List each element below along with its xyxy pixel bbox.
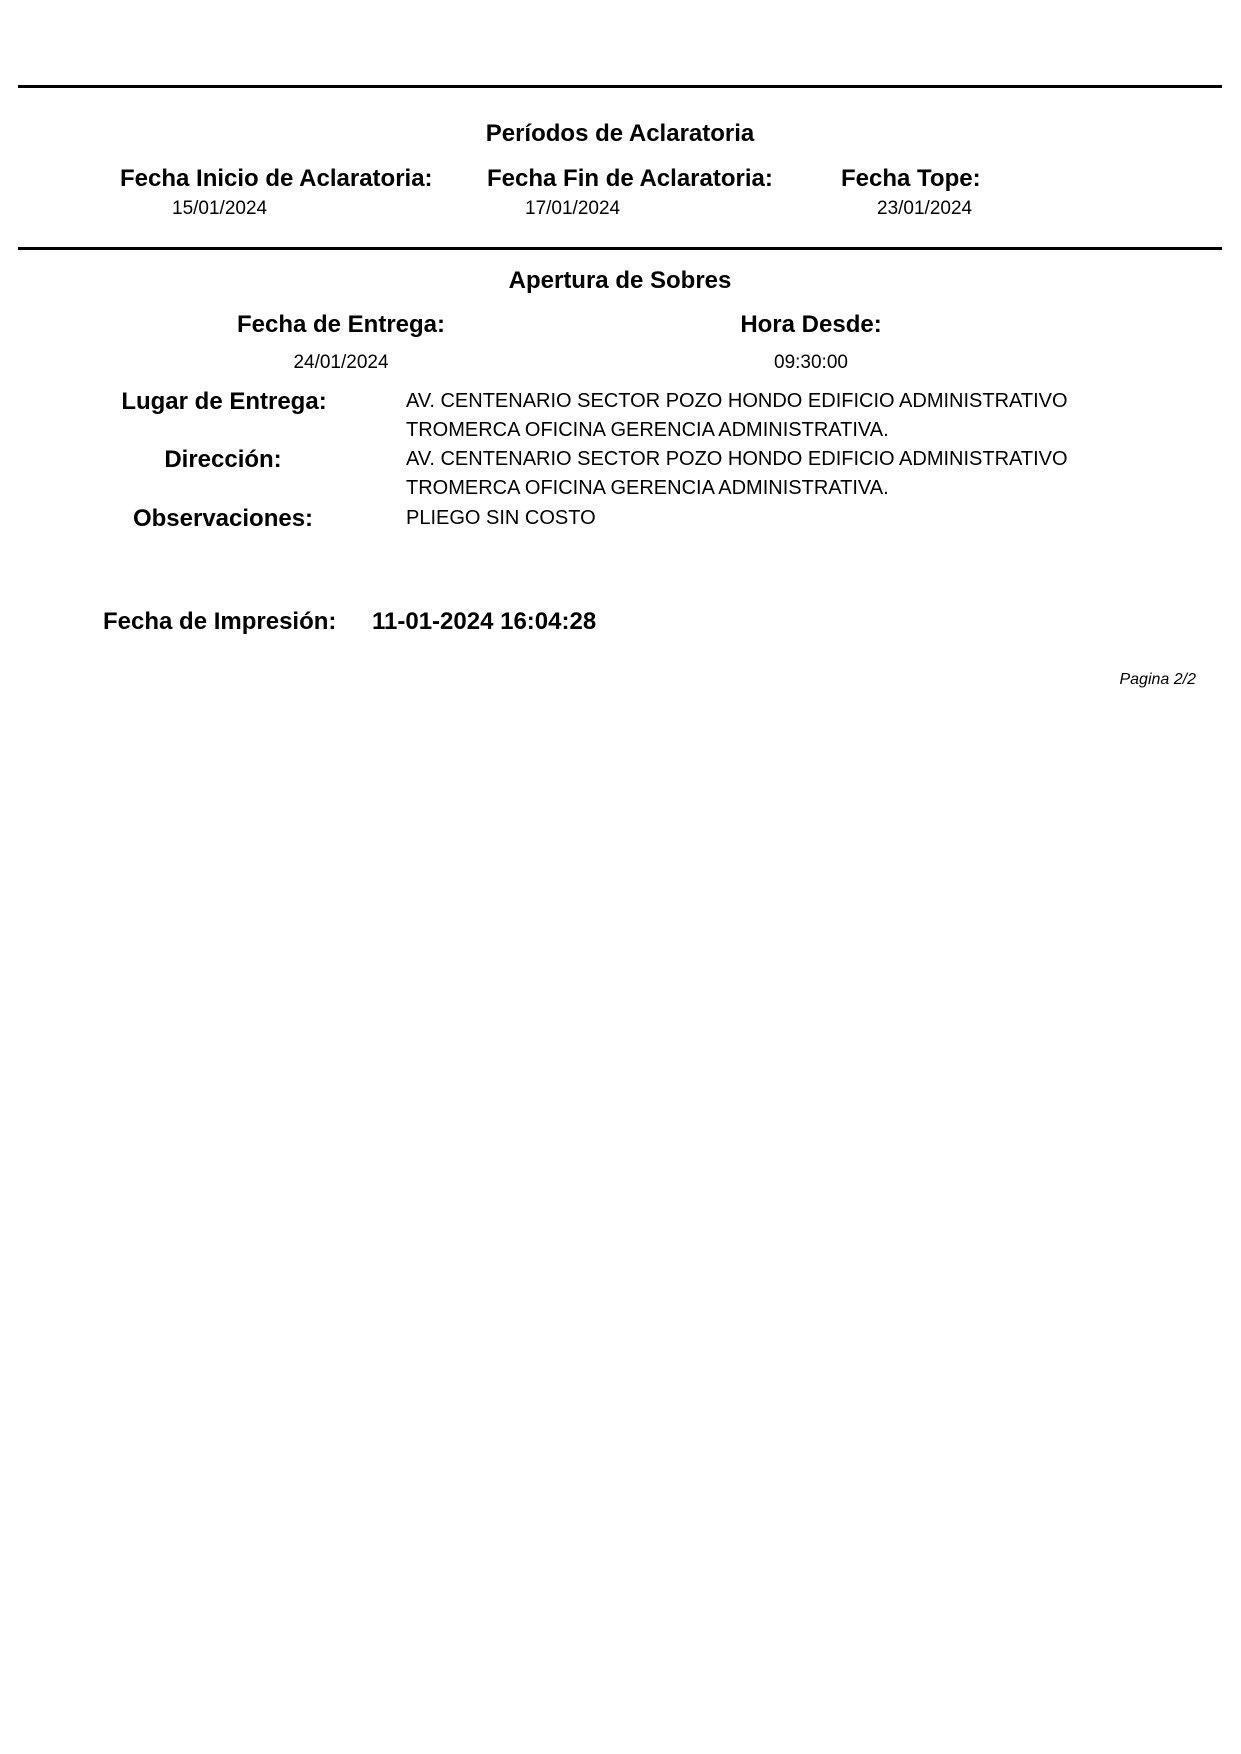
fecha-impresion-value: 11-01-2024 16:04:28 bbox=[372, 608, 597, 635]
fecha-entrega-value: 24/01/2024 bbox=[293, 352, 389, 373]
hora-desde-value: 09:30:00 bbox=[774, 352, 848, 373]
fecha-tope-value: 23/01/2024 bbox=[877, 198, 973, 219]
direccion-label: Dirección: bbox=[164, 446, 282, 473]
lugar-entrega-line: TROMERCA OFICINA GERENCIA ADMINISTRATIVA. bbox=[406, 419, 889, 441]
fecha-tope-label: Fecha Tope: bbox=[841, 165, 981, 192]
direccion-value bbox=[406, 445, 1068, 503]
aclaratoria-title: Períodos de Aclaratoria bbox=[485, 120, 755, 147]
direccion-line: AV. CENTENARIO SECTOR POZO HONDO EDIFICIO ADMINISTRATIVO bbox=[406, 448, 1068, 470]
page-number: Pagina 2/2 bbox=[1119, 671, 1196, 688]
hora-desde-label: Hora Desde: bbox=[740, 311, 882, 338]
fecha-inicio-value: 15/01/2024 bbox=[172, 198, 268, 219]
direccion-line: TROMERCA OFICINA GERENCIA ADMINISTRATIVA. bbox=[406, 477, 889, 499]
observaciones-value: PLIEGO SIN COSTO bbox=[406, 507, 596, 529]
fecha-fin-value: 17/01/2024 bbox=[525, 198, 621, 219]
lugar-entrega-line: AV. CENTENARIO SECTOR POZO HONDO EDIFICIO ADMINISTRATIVO bbox=[406, 390, 1068, 412]
observaciones-label: Observaciones: bbox=[132, 505, 314, 532]
lugar-entrega-value bbox=[406, 387, 1068, 445]
lugar-entrega-label: Lugar de Entrega: bbox=[121, 388, 327, 415]
fecha-entrega-label: Fecha de Entrega: bbox=[236, 311, 446, 338]
fecha-fin-label: Fecha Fin de Aclaratoria: bbox=[487, 165, 773, 192]
top-divider bbox=[18, 85, 1222, 88]
apertura-title: Apertura de Sobres bbox=[508, 267, 732, 294]
middle-divider bbox=[18, 247, 1222, 250]
fecha-inicio-label: Fecha Inicio de Aclaratoria: bbox=[120, 165, 433, 192]
fecha-impresion-label: Fecha de Impresión: bbox=[103, 608, 337, 635]
